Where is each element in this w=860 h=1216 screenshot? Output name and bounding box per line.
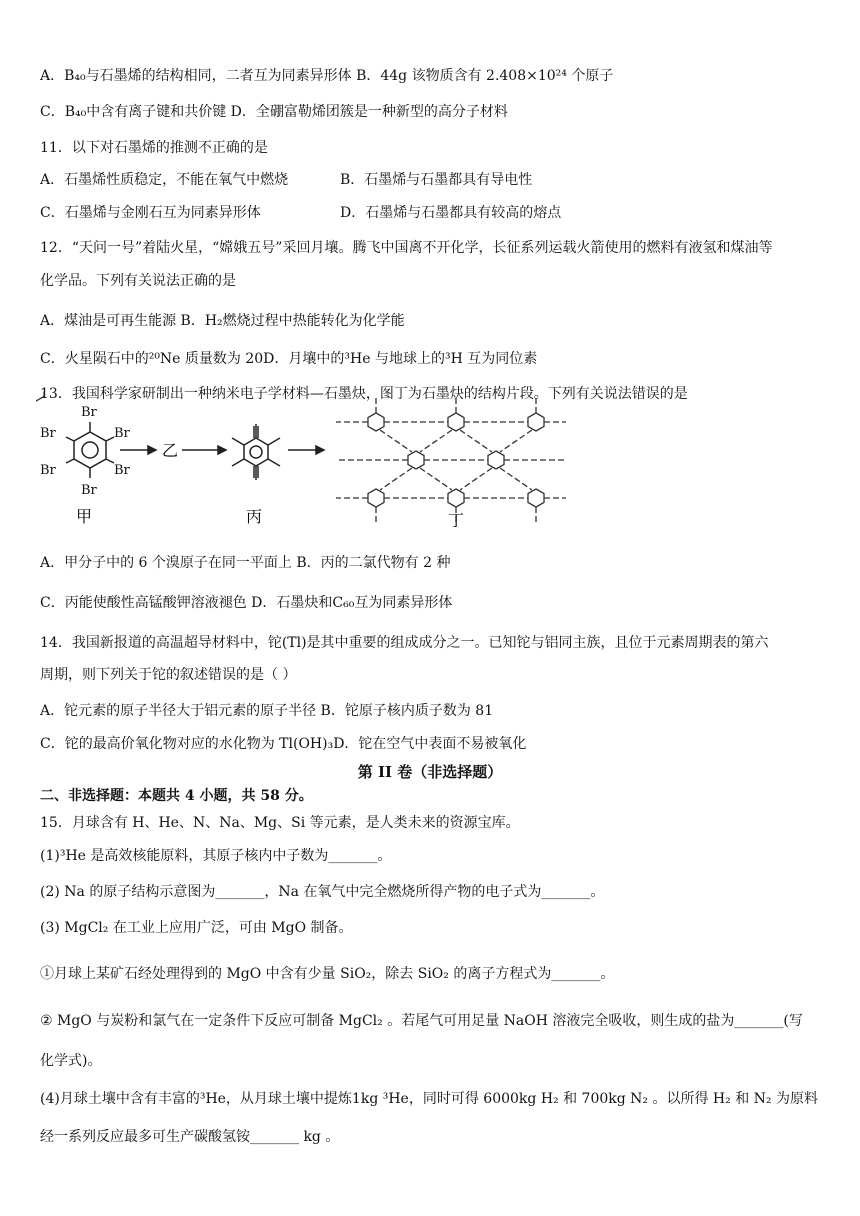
compound-jia (66, 422, 114, 478)
q12-option-a-b: A．煤油是可再生能源 B．H₂燃烧过程中热能转化为化学能 (40, 313, 405, 329)
section-title: 第 II 卷（非选择题） (357, 763, 503, 781)
label-jia: 甲 (76, 507, 93, 526)
label-ding: 丁 (448, 511, 465, 527)
br-label: Br (81, 405, 97, 420)
q15-stem: 15．月球含有 H、He、N、Na、Mg、Si 等元素，是人类未来的资源宝库。 (40, 815, 520, 831)
br-label: Br (114, 463, 130, 478)
q12-stem-1: 12．“天问一号”着陆火星，“嫦娥五号”采回月壤。腾飞中国离不开化学，长征系列运载火箭使用的燃料有液氢和煤油等 (40, 240, 773, 256)
q13-option-a-b: A．甲分子中的 6 个溴原子在同一平面上 B．丙的二氯代物有 2 种 (40, 555, 451, 571)
q11-option-a: A．石墨烯性质稳定，不能在氧气中燃烧 (40, 172, 289, 188)
q15-part-1: (1)³He 是高效核能原料，其原子核内中子数为_______。 (40, 848, 392, 864)
q11-option-c: C．石墨烯与金刚石互为同素异形体 (40, 205, 261, 221)
q13-stem: 13．我国科学家研制出一种纳米电子学材料—石墨炔，图丁为石墨炔的结构片段。下列有关说法错误的是 (40, 386, 688, 402)
q14-stem-2: 周期，则下列关于铊的叙述错误的是（ ） (40, 667, 297, 683)
br-label: Br (40, 463, 56, 478)
q15-part-3: (3) MgCl₂ 在工业上应用广泛，可由 MgO 制备。 (40, 920, 353, 936)
br-label: Br (114, 426, 130, 441)
compound-ding (36, 392, 566, 524)
q15-part-4-2: 经一系列反应最多可生产碳酸氢铵_______ kg 。 (40, 1129, 340, 1145)
q11-option-b: B．石墨烯与石墨都具有导电性 (340, 172, 533, 188)
q15-part-4-1: (4)月球土壤中含有丰富的³He，从月球土壤中提炼1kg ³He，同时可得 6000kg H₂ 和 700kg N₂ 。以所得 H₂ 和 N₂ 为原料 (40, 1091, 818, 1107)
br-label: Br (40, 426, 56, 441)
br-label: Br (81, 483, 97, 498)
arrow-1 (120, 446, 156, 454)
compound-bing (232, 424, 280, 480)
q15-part-2: (2) Na 的原子结构示意图为_______，Na 在氧气中完全燃烧所得产物的电子式为_______。 (40, 884, 605, 900)
arrow-2 (182, 446, 226, 454)
q12-option-c-d: C．火星陨石中的²⁰Ne 质量数为 20D．月壤中的³He 与地球上的³H 互为同位素 (40, 351, 538, 367)
q14-option-c-d: C．铊的最高价氧化物对应的水化物为 Tl(OH)₃D．铊在空气中表面不易被氧化 (40, 736, 527, 752)
q15-part-3a: ①月球上某矿石经处理得到的 MgO 中含有少量 SiO₂，除去 SiO₂ 的离子方程式为_______。 (40, 966, 615, 982)
q10-option-a-b: A．B₄₀与石墨烯的结构相同，二者互为同素异形体 B．44g 该物质含有 2.408×10²⁴ 个原子 (40, 68, 614, 84)
q14-option-a-b: A．铊元素的原子半径大于铝元素的原子半径 B．铊原子核内质子数为 81 (40, 703, 494, 719)
q15-part-3b-2: 化学式)。 (40, 1053, 102, 1069)
q13-option-c-d: C．丙能使酸性高锰酸钾溶液褪色 D．石墨炔和C₆₀互为同素异形体 (40, 595, 453, 611)
label-yi: 乙 (162, 441, 179, 460)
q14-stem-1: 14．我国新报道的高温超导材料中，铊(Tl)是其中重要的组成成分之一。已知铊与铝同主族，且位于元素周期表的第六 (40, 635, 769, 651)
label-bing: 丙 (246, 507, 263, 526)
q11-stem: 11．以下对石墨烯的推测不正确的是 (40, 140, 268, 156)
q10-option-c-d: C．B₄₀中含有离子键和共价键 D．全硼富勒烯团簇是一种新型的高分子材料 (40, 104, 508, 120)
q13-figure (36, 392, 836, 527)
q12-stem-2: 化学品。下列有关说法正确的是 (40, 273, 236, 289)
section-subtitle: 二、非选择题：本题共 4 小题，共 58 分。 (40, 788, 313, 804)
q15-part-3b-1: ② MgO 与炭粉和氯气在一定条件下反应可制备 MgCl₂ 。若尾气可用足量 NaOH 溶液完全吸收，则生成的盐为_______(写 (40, 1013, 803, 1029)
q11-option-d: D．石墨烯与石墨都具有较高的熔点 (340, 205, 562, 221)
arrow-3 (288, 446, 324, 454)
